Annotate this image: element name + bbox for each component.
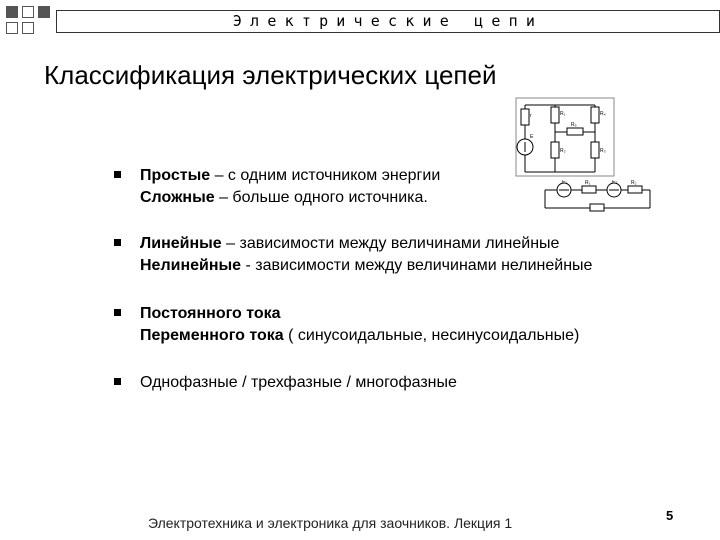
- bullet-marker: [114, 171, 121, 178]
- bullet-text: [140, 165, 440, 209]
- bullet-marker: [114, 239, 121, 246]
- corner-square-decoration: [38, 6, 50, 18]
- bullet-desc: – больше одного источника.: [214, 189, 428, 206]
- bullet-desc: - зависимости между величинами нелинейные: [241, 257, 593, 274]
- bullet-marker: [114, 378, 121, 385]
- bullet-text: [140, 303, 579, 347]
- bullet-desc: ( синусоидальные, несинусоидальные): [283, 327, 580, 344]
- corner-square-decoration: [6, 22, 18, 34]
- corner-square-decoration: [22, 6, 34, 18]
- diagram-label-r4: R₄: [600, 111, 606, 117]
- diagram-label-r: r: [530, 113, 532, 119]
- bullet-desc: – зависимости между величинами линейные: [221, 235, 560, 252]
- bullet-text: [140, 372, 457, 394]
- diagram-label-r1: R₁: [560, 111, 566, 117]
- bullet-marker: [114, 309, 121, 316]
- bullet-desc: Однофазные / трехфазные / многофазные: [140, 374, 457, 391]
- bullet-desc: – с одним источником энергии: [210, 167, 441, 184]
- header-title: Электрические цепи: [232, 12, 544, 30]
- diagram-label-e: E: [530, 134, 534, 140]
- footer-text: Электротехника и электроника для заочников. Лекция 1: [148, 515, 513, 531]
- bullet-term: Постоянного тока: [140, 305, 281, 322]
- diagram-label-r2: R₂: [631, 180, 637, 186]
- corner-square-decoration: [22, 22, 34, 34]
- diagram-label-e1: E₁: [562, 180, 568, 185]
- bullet-term: Сложные: [140, 189, 215, 206]
- page-number: 5: [666, 508, 674, 523]
- diagram-label-r5: R₅: [571, 122, 577, 128]
- diagram-label-r2: R₂: [560, 148, 566, 154]
- bridge-circuit-diagram: [515, 97, 615, 177]
- corner-square-decoration: [6, 6, 18, 18]
- diagram-label-e2: E₂: [612, 180, 618, 185]
- bullet-text: [140, 233, 592, 277]
- bullet-term: Нелинейные: [140, 257, 242, 274]
- two-source-circuit-diagram: [540, 180, 655, 212]
- bullet-term: Линейные: [140, 235, 222, 252]
- diagram-label-r1: R₁: [585, 180, 591, 186]
- diagram-label-r3: R₃: [600, 148, 606, 154]
- slide-title: Классификация электрических цепей: [44, 60, 497, 90]
- bullet-term: Переменного тока: [140, 327, 284, 344]
- header-bar: [56, 10, 720, 33]
- bullet-term: Простые: [140, 167, 211, 184]
